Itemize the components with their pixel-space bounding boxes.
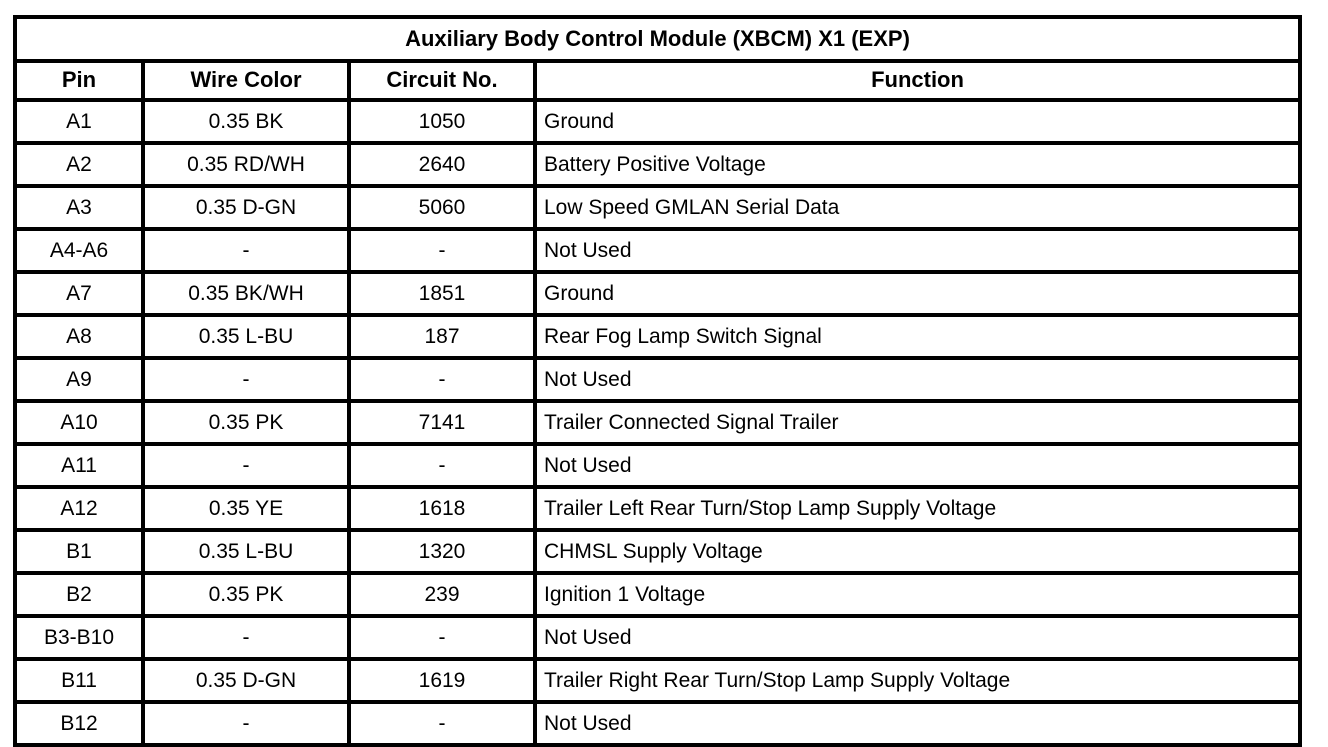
function-cell: Trailer Connected Signal Trailer bbox=[535, 401, 1300, 444]
pin-cell: A10 bbox=[15, 401, 143, 444]
table-header-row bbox=[15, 61, 1300, 100]
table-row bbox=[15, 530, 1300, 573]
circuit-no-cell: 187 bbox=[349, 315, 535, 358]
function-cell: Ground bbox=[535, 100, 1300, 143]
wire-color-cell: 0.35 D-GN bbox=[143, 659, 349, 702]
circuit-no-cell: 239 bbox=[349, 573, 535, 616]
column-header-wire-color: Wire Color bbox=[143, 61, 349, 100]
wire-color-cell: 0.35 BK/WH bbox=[143, 272, 349, 315]
table-row bbox=[15, 401, 1300, 444]
pin-cell: B11 bbox=[15, 659, 143, 702]
function-cell: Battery Positive Voltage bbox=[535, 143, 1300, 186]
wire-color-cell: 0.35 RD/WH bbox=[143, 143, 349, 186]
wire-color-cell: 0.35 PK bbox=[143, 573, 349, 616]
circuit-no-cell: 1050 bbox=[349, 100, 535, 143]
circuit-no-cell: 1851 bbox=[349, 272, 535, 315]
function-cell: Not Used bbox=[535, 229, 1300, 272]
table-row bbox=[15, 272, 1300, 315]
column-header-function: Function bbox=[535, 61, 1300, 100]
pin-cell: A1 bbox=[15, 100, 143, 143]
table-row bbox=[15, 186, 1300, 229]
function-cell: Not Used bbox=[535, 444, 1300, 487]
table-row bbox=[15, 444, 1300, 487]
function-cell: Trailer Right Rear Turn/Stop Lamp Supply Voltage bbox=[535, 659, 1300, 702]
wire-color-cell: - bbox=[143, 616, 349, 659]
function-cell: Ignition 1 Voltage bbox=[535, 573, 1300, 616]
function-cell: CHMSL Supply Voltage bbox=[535, 530, 1300, 573]
wire-color-cell: - bbox=[143, 702, 349, 745]
column-header-pin: Pin bbox=[15, 61, 143, 100]
table-row bbox=[15, 358, 1300, 401]
pinout-table bbox=[13, 15, 1302, 747]
pin-cell: B12 bbox=[15, 702, 143, 745]
table-title-row bbox=[15, 17, 1300, 61]
circuit-no-cell: 5060 bbox=[349, 186, 535, 229]
table-row bbox=[15, 573, 1300, 616]
table-row bbox=[15, 100, 1300, 143]
pin-cell: A7 bbox=[15, 272, 143, 315]
table-row bbox=[15, 315, 1300, 358]
pin-cell: A3 bbox=[15, 186, 143, 229]
table-row bbox=[15, 143, 1300, 186]
pin-cell: A4-A6 bbox=[15, 229, 143, 272]
function-cell: Rear Fog Lamp Switch Signal bbox=[535, 315, 1300, 358]
wire-color-cell: 0.35 D-GN bbox=[143, 186, 349, 229]
wire-color-cell: 0.35 PK bbox=[143, 401, 349, 444]
circuit-no-cell: - bbox=[349, 358, 535, 401]
function-cell: Trailer Left Rear Turn/Stop Lamp Supply Voltage bbox=[535, 487, 1300, 530]
table-row bbox=[15, 616, 1300, 659]
wire-color-cell: 0.35 L-BU bbox=[143, 530, 349, 573]
circuit-no-cell: - bbox=[349, 229, 535, 272]
circuit-no-cell: 1618 bbox=[349, 487, 535, 530]
wire-color-cell: - bbox=[143, 229, 349, 272]
circuit-no-cell: - bbox=[349, 616, 535, 659]
circuit-no-cell: 1619 bbox=[349, 659, 535, 702]
table-row bbox=[15, 702, 1300, 745]
circuit-no-cell: - bbox=[349, 702, 535, 745]
pin-cell: A11 bbox=[15, 444, 143, 487]
table-row bbox=[15, 659, 1300, 702]
pin-cell: A9 bbox=[15, 358, 143, 401]
pin-cell: A2 bbox=[15, 143, 143, 186]
circuit-no-cell: 2640 bbox=[349, 143, 535, 186]
wire-color-cell: 0.35 BK bbox=[143, 100, 349, 143]
pin-cell: B2 bbox=[15, 573, 143, 616]
function-cell: Low Speed GMLAN Serial Data bbox=[535, 186, 1300, 229]
function-cell: Not Used bbox=[535, 358, 1300, 401]
pin-cell: B1 bbox=[15, 530, 143, 573]
circuit-no-cell: - bbox=[349, 444, 535, 487]
function-cell: Not Used bbox=[535, 616, 1300, 659]
circuit-no-cell: 7141 bbox=[349, 401, 535, 444]
function-cell: Ground bbox=[535, 272, 1300, 315]
table-title: Auxiliary Body Control Module (XBCM) X1 (EXP) bbox=[15, 17, 1300, 61]
wire-color-cell: 0.35 L-BU bbox=[143, 315, 349, 358]
circuit-no-cell: 1320 bbox=[349, 530, 535, 573]
wire-color-cell: - bbox=[143, 358, 349, 401]
column-header-circuit-no: Circuit No. bbox=[349, 61, 535, 100]
function-cell: Not Used bbox=[535, 702, 1300, 745]
pin-cell: B3-B10 bbox=[15, 616, 143, 659]
pin-cell: A12 bbox=[15, 487, 143, 530]
pin-cell: A8 bbox=[15, 315, 143, 358]
table-row bbox=[15, 487, 1300, 530]
wire-color-cell: 0.35 YE bbox=[143, 487, 349, 530]
table-row bbox=[15, 229, 1300, 272]
wire-color-cell: - bbox=[143, 444, 349, 487]
